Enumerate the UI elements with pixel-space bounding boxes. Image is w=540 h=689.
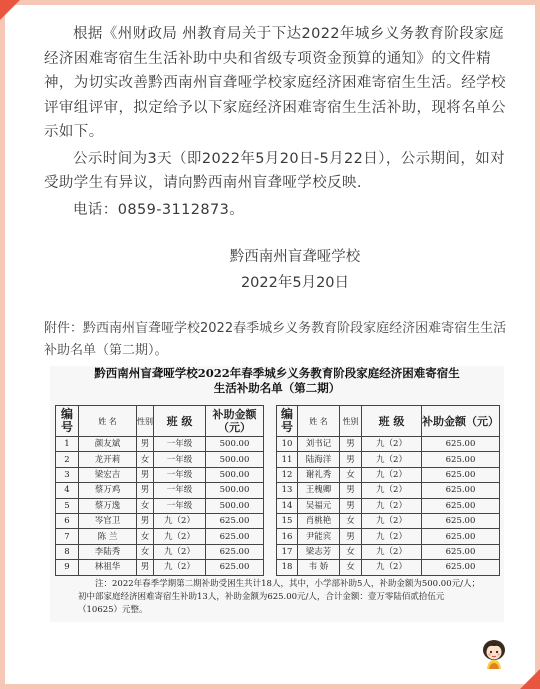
cell-no: 13 <box>277 483 298 498</box>
cell-grade: 一年级 <box>154 483 206 498</box>
table-row <box>56 498 264 513</box>
table-row <box>277 452 500 467</box>
cell-no: 4 <box>56 483 79 498</box>
cell-amount: 625.00 <box>422 452 500 467</box>
cell-gender: 男 <box>340 483 362 498</box>
cell-gender: 女 <box>137 544 154 559</box>
cell-grade: 九（2） <box>362 513 422 528</box>
cell-grade: 九（2） <box>362 467 422 482</box>
cell-name: 蔡万鸡 <box>79 483 137 498</box>
cell-amount: 625.00 <box>422 529 500 544</box>
cell-gender: 男 <box>340 498 362 513</box>
cell-no: 6 <box>56 513 79 528</box>
cell-amount: 625.00 <box>422 437 500 452</box>
cell-no: 15 <box>277 513 298 528</box>
cell-grade: 一年级 <box>154 452 206 467</box>
cell-gender: 男 <box>340 529 362 544</box>
cell-amount: 625.00 <box>422 513 500 528</box>
cell-gender: 女 <box>340 467 362 482</box>
header-no: 编号 <box>56 406 79 437</box>
cell-name: 林祖华 <box>79 560 137 575</box>
cell-name: 韦 娇 <box>298 560 340 575</box>
signer-org: 黔西南州盲聋哑学校 <box>229 249 361 265</box>
cell-no: 1 <box>56 437 79 452</box>
cell-name: 刘书记 <box>298 437 340 452</box>
cell-name: 龙开莉 <box>79 452 137 467</box>
cell-grade: 一年级 <box>154 437 206 452</box>
cell-grade: 九（2） <box>362 483 422 498</box>
cell-name: 谢礼秀 <box>298 467 340 482</box>
cell-no: 3 <box>56 467 79 482</box>
table-row <box>277 529 500 544</box>
cell-gender: 女 <box>137 452 154 467</box>
notice-paragraph-2: 公示时间为3天（即2022年5月20日-5月22日），公示期间，如对受助学生有异议，请向黔西南州盲聋哑学校反映. <box>44 150 506 191</box>
cell-gender: 女 <box>340 560 362 575</box>
cell-grade: 一年级 <box>154 498 206 513</box>
cell-amount: 625.00 <box>206 544 264 559</box>
cell-grade: 九（2） <box>154 544 206 559</box>
cell-amount: 625.00 <box>422 560 500 575</box>
cell-name: 陆海洋 <box>298 452 340 467</box>
table-row <box>277 560 500 575</box>
table-header-row <box>277 406 500 437</box>
table-row <box>277 513 500 528</box>
cell-grade: 九（2） <box>154 529 206 544</box>
cell-no: 5 <box>56 498 79 513</box>
subsidy-table-left <box>55 405 264 576</box>
table-row <box>277 544 500 559</box>
header-no: 编号 <box>277 406 298 437</box>
table-row <box>56 513 264 528</box>
sheet-title-line-2: 生活补助名单（第二期） <box>213 381 341 395</box>
notice-phone: 电话：0859-3112873。 <box>73 201 245 218</box>
cell-no: 9 <box>56 560 79 575</box>
table-row <box>56 544 264 559</box>
cell-gender: 男 <box>340 452 362 467</box>
table-row <box>277 437 500 452</box>
cell-name: 李陆秀 <box>79 544 137 559</box>
cell-grade: 九（2） <box>362 498 422 513</box>
table-row <box>277 498 500 513</box>
table-row <box>277 467 500 482</box>
cell-gender: 男 <box>137 513 154 528</box>
cell-name: 王槐卿 <box>298 483 340 498</box>
table-footnote: 注：2022年春季学期第二期补助受困生共计18人，其中，小学部补助5人，补助金额为500.00元/人；初中部家庭经济困难寄宿生补助13人，补助金额为625.00元/人，合计金额：壹万零陆佰贰拾伍元（10625）元整。 <box>78 579 480 615</box>
attachment-note: 附件：黔西南州盲聋哑学校2022春季城乡义务教育阶段家庭经济困难寄宿生生活补助名单（第二期）。 <box>44 321 507 358</box>
header-gender: 性别 <box>340 406 362 437</box>
cell-grade: 九（2） <box>362 560 422 575</box>
cell-name: 尹能宾 <box>298 529 340 544</box>
header-amount: 补助金额（元） <box>422 406 500 437</box>
cell-amount: 500.00 <box>206 467 264 482</box>
header-name: 姓 名 <box>79 406 137 437</box>
cell-gender: 男 <box>137 437 154 452</box>
subsidy-table-right <box>276 405 500 576</box>
table-row <box>56 560 264 575</box>
cell-amount: 500.00 <box>206 452 264 467</box>
header-gender: 性别 <box>137 406 154 437</box>
cell-no: 18 <box>277 560 298 575</box>
cell-name: 肖桃艳 <box>298 513 340 528</box>
cell-grade: 九（2） <box>362 544 422 559</box>
cell-amount: 625.00 <box>422 498 500 513</box>
header-grade: 班 级 <box>154 406 206 437</box>
cell-name: 陈 兰 <box>79 529 137 544</box>
signer-date: 2022年5月20日 <box>240 275 350 291</box>
cell-gender: 女 <box>137 498 154 513</box>
cell-grade: 九（2） <box>362 452 422 467</box>
cell-name: 蔡万逸 <box>79 498 137 513</box>
cell-no: 16 <box>277 529 298 544</box>
table-row <box>56 437 264 452</box>
header-grade: 班 级 <box>362 406 422 437</box>
table-row <box>56 483 264 498</box>
cell-amount: 500.00 <box>206 498 264 513</box>
cell-no: 11 <box>277 452 298 467</box>
cell-no: 17 <box>277 544 298 559</box>
cell-amount: 500.00 <box>206 483 264 498</box>
table-row <box>56 452 264 467</box>
notice-body <box>44 22 508 222</box>
table-header-row <box>56 406 264 437</box>
header-name: 姓 名 <box>298 406 340 437</box>
notice-paragraph-1: 根据《州财政局 州教育局关于下达2022年城乡义务教育阶段家庭经济困难寄宿生生活补助中央和省级专项资金预算的通知》的文件精神，为切实改善黔西南州盲聋哑学校家庭经济困难寄宿生生活。经学校评审组评审，拟定给予以下家庭经济困难寄宿生生活补助，现将名单公示如下。 <box>44 26 506 140</box>
cell-name: 梁宏吉 <box>79 467 137 482</box>
cell-grade: 九（2） <box>154 513 206 528</box>
sheet-title-line-1: 黔西南州盲聋哑学校2022年春季城乡义务教育阶段家庭经济困难寄宿生 <box>94 366 460 380</box>
table-row <box>56 467 264 482</box>
cell-name: 梁志芳 <box>298 544 340 559</box>
cell-amount: 625.00 <box>422 483 500 498</box>
cell-grade: 一年级 <box>154 467 206 482</box>
cell-no: 12 <box>277 467 298 482</box>
cell-no: 8 <box>56 544 79 559</box>
cell-amount: 625.00 <box>206 513 264 528</box>
cell-gender: 男 <box>137 467 154 482</box>
cell-amount: 625.00 <box>206 560 264 575</box>
cell-gender: 男 <box>137 483 154 498</box>
cartoon-girl-icon <box>482 639 506 669</box>
cell-amount: 625.00 <box>422 544 500 559</box>
cell-grade: 九（2） <box>362 437 422 452</box>
subsidy-list-image <box>50 366 504 622</box>
cell-no: 2 <box>56 452 79 467</box>
cell-grade: 九（2） <box>154 560 206 575</box>
cell-name: 岑官卫 <box>79 513 137 528</box>
cell-gender: 男 <box>340 437 362 452</box>
sheet-title <box>50 366 504 396</box>
cell-no: 7 <box>56 529 79 544</box>
cell-gender: 女 <box>137 529 154 544</box>
cell-amount: 625.00 <box>206 529 264 544</box>
header-amount: 补助金额（元） <box>206 406 264 437</box>
cell-amount: 625.00 <box>422 467 500 482</box>
cell-amount: 500.00 <box>206 437 264 452</box>
signature-block <box>190 244 400 296</box>
cell-grade: 九（2） <box>362 529 422 544</box>
cell-name: 颜友斌 <box>79 437 137 452</box>
cell-gender: 女 <box>340 544 362 559</box>
table-row <box>56 529 264 544</box>
cell-gender: 女 <box>340 513 362 528</box>
table-row <box>277 483 500 498</box>
cell-no: 14 <box>277 498 298 513</box>
cell-name: 吴福元 <box>298 498 340 513</box>
cell-no: 10 <box>277 437 298 452</box>
cell-gender: 男 <box>137 560 154 575</box>
